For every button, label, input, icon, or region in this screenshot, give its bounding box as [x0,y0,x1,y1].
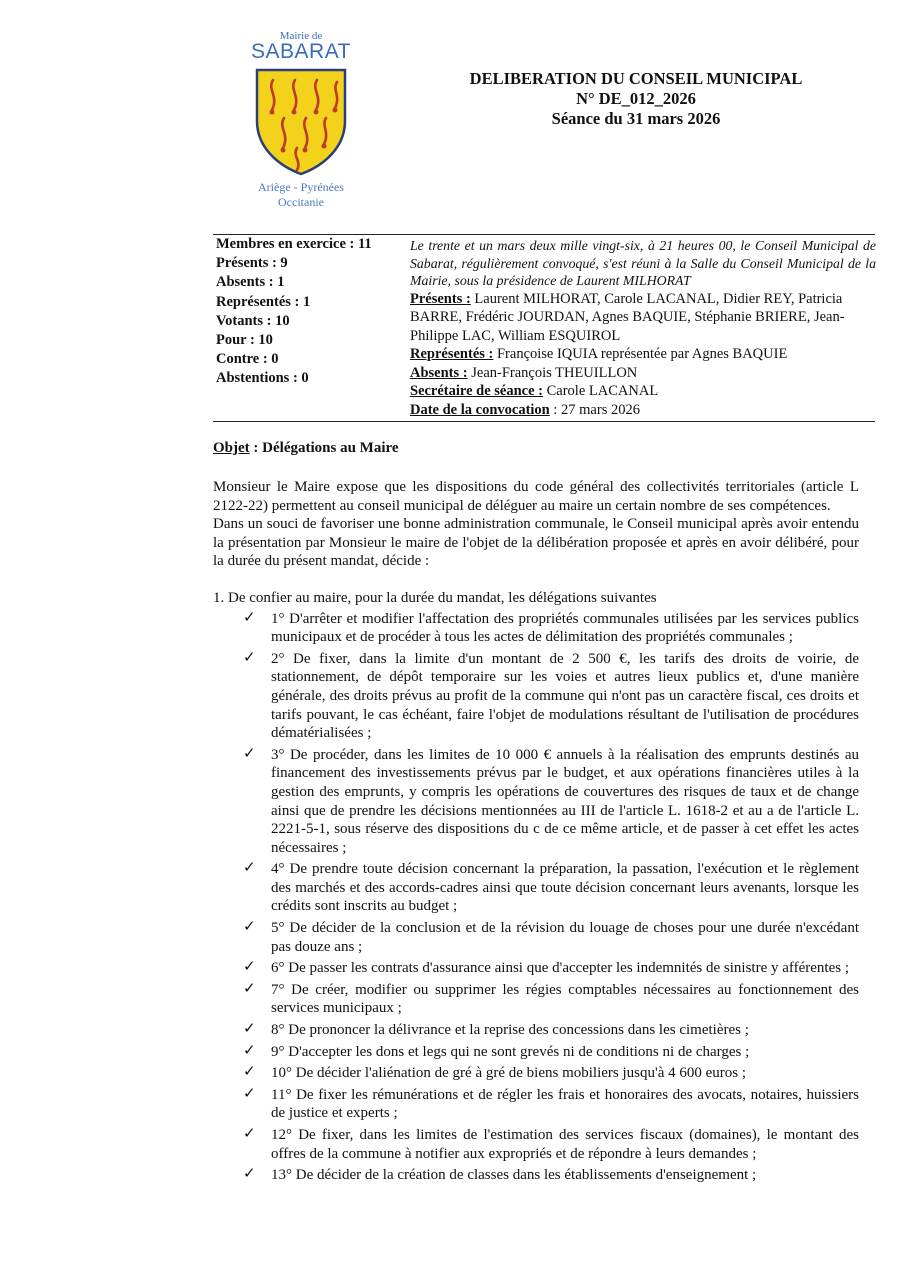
checkmark-icon: ✓ [243,609,256,626]
municipal-logo [236,30,366,210]
list-item-text: 11° De fixer les rémunérations et de régler les frais et honoraires des avocats, notaires, huissiers de justice et experts ; [271,1086,859,1122]
list-item-text: 3° De procéder, dans les limites de 10 000 € annuels à la réalisation des emprunts destinés au financement des investissements prévus par le budget, et aux opérations financières utiles à la gestion des emprunts, y compris les opérations de couvertures des risques de taux et de change ainsi que de prendre les décisions mentionnées au III de l'article L. 1618-2 et au a de l'article L. 2221-5-1, sous réserve des dispositions du c de ce même article, et de passer à cet effet les actes nécessaires ; [271,746,859,856]
deliberation-body [213,478,859,1188]
list-item [213,610,859,647]
list-item-text: 13° De décider de la création de classes dans les établissements d'enseignement ; [271,1167,757,1184]
title-line3: Séance du 31 mars 2026 [551,109,721,128]
representes-label: Représentés : [410,346,494,362]
list-item-text: 6° De passer les contrats d'assurance ainsi que d'accepter les indemnités de sinistre y afférentes ; [271,960,850,977]
stat-absents: Absents : 1 [216,274,285,291]
checkmark-icon: ✓ [243,860,256,877]
checkmark-icon: ✓ [243,1085,256,1102]
checkmark-icon: ✓ [243,1166,256,1183]
delegations-list [213,610,859,1185]
logo-town-name: SABARAT [251,40,351,63]
list-item-text: 5° De décider de la conclusion et de la révision du louage de choses pour une durée n'excédant pas douze ans ; [271,920,859,955]
stat-contre: Contre : 0 [216,351,279,368]
convocation-label: Date de la convocation [410,401,550,418]
list-item [213,959,859,978]
document-title [440,69,832,129]
checkmark-icon: ✓ [243,1042,256,1059]
checkmark-icon: ✓ [243,745,256,762]
decision-intro: 1. De confier au maire, pour la durée du mandat, les délégations suivantes [213,589,657,606]
convocation-line [410,401,876,420]
stat-abstentions: Abstentions : 0 [216,370,309,387]
absents-line [410,364,876,383]
secretaire-line [410,382,876,401]
stat-pour: Pour : 10 [216,332,273,349]
logo-region-line1: Ariège - Pyrénées [258,180,344,194]
stat-presents: Présents : 9 [216,255,288,272]
representes-value: Françoise IQUIA représentée par Agnes BAQUIE [493,346,788,362]
checkmark-icon: ✓ [243,1126,256,1142]
list-item-text: 8° De prononcer la délivrance et la reprise des concessions dans les cimetières ; [271,1022,749,1039]
coat-of-arms-icon [251,66,351,176]
list-item-text: 7° De créer, modifier ou supprimer les régies comptables nécessaires au fonctionnement des services municipaux ; [271,981,859,1017]
list-item [213,1086,859,1123]
stat-representes: Représentés : 1 [216,293,311,310]
objet-heading [213,440,399,457]
checkmark-icon: ✓ [243,980,256,997]
representes-line [410,345,876,364]
list-item [213,1064,859,1083]
list-item [213,1126,859,1163]
checkmark-icon: ✓ [243,1064,256,1081]
paragraph-2: Dans un souci de favoriser une bonne administration communale, le Conseil municipal après avoir entendu la présentation par Monsieur le maire de l'objet de la délibération proposée et après en avoir délibéré, pour la durée du présent mandat, décide : [213,516,859,570]
title-line1: DELIBERATION DU CONSEIL MUNICIPAL [469,69,803,88]
list-item-text: 12° De fixer, dans les limites de l'estimation des services fiscaux (domaines), le montant des offres de la commune à notifier aux expropriés et de répondre à leurs demandes ; [271,1127,859,1162]
secretaire-value: Carole LACANAL [543,383,659,399]
checkmark-icon: ✓ [243,959,256,976]
absents-label: Absents : [410,364,468,381]
title-line2: N° DE_012_2026 [576,89,696,108]
absents-value: Jean-François THEUILLON [467,364,638,381]
checkmark-icon: ✓ [243,1021,256,1038]
objet-text: : Délégations au Maire [249,440,399,456]
presents-value: Laurent MILHORAT, Carole LACANAL, Didier REY, Patricia BARRE, Frédéric JOURDAN, Agnes BAQUIE, Stéphanie BRIERE, Jean-Philippe LAC, William ESQUIROL [410,290,845,344]
convocation-value: : 27 mars 2026 [549,401,640,418]
presents-label: Présents : [410,290,471,307]
objet-label: Objet [213,440,250,456]
checkmark-icon: ✓ [243,919,256,936]
vote-stats [216,235,406,389]
stat-votants: Votants : 10 [216,312,290,329]
secretaire-label: Secrétaire de séance : [410,383,543,399]
stat-membres: Membres en exercice : 11 [216,236,372,252]
logo-mairie-text: Mairie de [279,30,323,42]
presents-line [410,290,876,346]
list-item [213,650,859,743]
list-item-text: 10° De décider l'aliénation de gré à gré de biens mobiliers jusqu'à 4 600 euros ; [271,1065,747,1082]
list-item [213,1166,859,1185]
session-info [410,237,876,419]
list-item [213,919,859,956]
checkmark-icon: ✓ [243,649,256,666]
list-item [213,860,859,916]
paragraph-1: Monsieur le Maire expose que les dispositions du code général des collectivités territoriales (article L 2122-22) permettent au conseil municipal de déléguer au maire un certain nombre de ses compétences. [213,479,859,514]
session-intro: Le trente et un mars deux mille vingt-six, à 21 heures 00, le Conseil Municipal de Sabarat, régulièrement convoqué, s'est réuni à la Salle du Conseil Municipal de la Mairie, sous la présidence de Laurent MILHORAT [410,238,876,288]
logo-region-line2: Occitanie [278,195,324,209]
list-item-text: 2° De fixer, dans la limite d'un montant de 2 500 €, les tarifs des droits de voirie, de stationnement, de dépôt temporaire sur les voies et autres lieux publics et, d'une manière générale, des droits prévus au profit de la commune qui n'ont pas un caractère fiscal, ces droits et tarifs pouvant, le cas échéant, faire l'objet de modulations résultant de l'utilisation de procédures dématérialisées ; [271,650,859,742]
list-item [213,981,859,1018]
list-item-text: 1° D'arrêter et modifier l'affectation des propriétés communales utilisées par les services publics municipaux et de procéder à tous les actes de délimitation des propriétés communales ; [271,610,859,646]
session-summary-box [213,234,875,422]
list-item [213,1043,859,1062]
list-item-text: 4° De prendre toute décision concernant la préparation, la passation, l'exécution et le règlement des marchés et des accords-cadres ainsi que toute décision concernant leurs avenants, lorsque les crédits sont inscrits au budget ; [271,861,859,915]
list-item [213,1021,859,1040]
list-item [213,746,859,858]
list-item-text: 9° D'accepter les dons et legs qui ne sont grevés ni de conditions ni de charges ; [271,1043,750,1060]
